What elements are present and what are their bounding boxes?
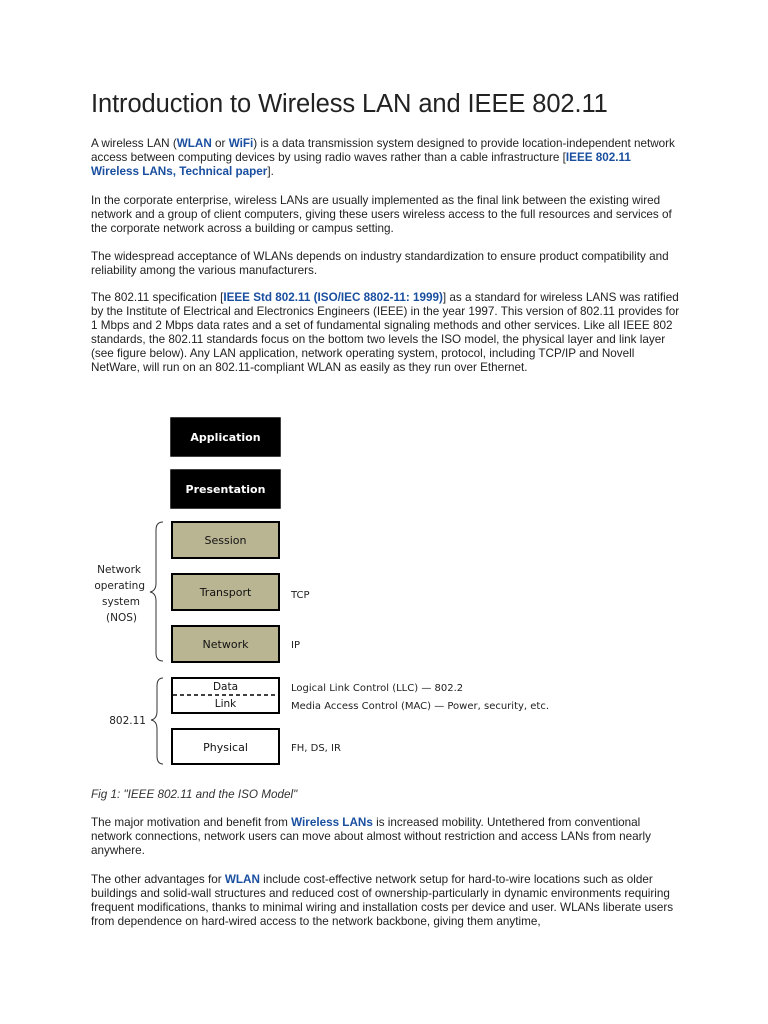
layer-session-label: Session (204, 534, 247, 547)
layer-session (172, 522, 279, 558)
layer-link-label: Link (214, 698, 237, 710)
nos-label-line-4: (NOS) (106, 612, 137, 624)
layer-network (172, 626, 279, 662)
paragraph-mobility (91, 816, 681, 858)
layer-presentation-label: Presentation (185, 483, 266, 496)
layer-network-label: Network (202, 638, 249, 651)
layer-physical-label: Physical (203, 741, 248, 754)
layer-presentation (171, 470, 280, 508)
label-llc: Logical Link Control (LLC) — 802.2 (291, 683, 464, 694)
link-wifi[interactable]: WiFi (228, 137, 254, 150)
figure-caption: Fig 1: "IEEE 802.11 and the ISO Model" (91, 788, 298, 801)
layer-data-link (172, 678, 279, 713)
nos-label-line-3: system (102, 596, 140, 608)
ieee-brace (151, 678, 163, 764)
text-run: ] as a standard for wireless LANS was ratified by the Institute of Electrical and Electronics Engineers (IEEE) in the year 1997. This version of 802.11 provides for 1 Mbps and 2 Mbps data rates and a set of fundamental signaling methods and other services. Like all IEEE 802 standards, the 802.11 standards focus on the bottom two levels the ISO model, the physical layer and link layer (see figure below). Any LAN application, network operating system, protocol, including TCP/IP and Novell NetWare, will run on an 802.11-compliant WLAN as easily as they run over Ethernet. (91, 291, 680, 375)
layer-application-label: Application (190, 431, 261, 444)
page-title: Introduction to Wireless LAN and IEEE 802.11 (91, 90, 608, 118)
protocol-labels (290, 590, 549, 754)
layer-data-label: Data (212, 681, 239, 693)
layer-transport (172, 574, 279, 610)
text-run: ) is a data transmission system designed to provide location-independent network access between computing devices by using radio waves rather than a cable infrastructure [ (91, 137, 675, 165)
text-run: The other advantages for (91, 873, 225, 886)
paragraph-corporate: In the corporate enterprise, wireless LANs are usually implemented as the final link between the existing wired network and a group of client computers, giving these users wireless access to the full resources and services of the corporate network across a building or campus setting. (91, 194, 672, 236)
text-run: The major motivation and benefit from (91, 816, 292, 829)
text-run: ]. (267, 165, 274, 179)
link-wlan-2[interactable]: WLAN (224, 873, 260, 886)
text-run: include cost-effective network setup for hard-to-wire locations such as older buildings and solid-wall structures and reduced cost of ownership-particularly in dynamic environments requiring frequent modifications, thanks to minimal wiring and installation costs per device and user. WLANs liberate users from dependence on hard-wired access to the network backbone, giving them anytime, (91, 873, 674, 929)
layer-physical (172, 729, 279, 764)
link-technical-paper[interactable]: IEEE 802.11 Wireless LANs, Technical paper (91, 151, 631, 179)
nos-label (94, 564, 145, 624)
ieee-label: 802.11 (109, 715, 146, 727)
paragraph-standardization: The widespread acceptance of WLANs depends on industry standardization to ensure product compatibility and reliability among the various manufacturers. (91, 250, 669, 278)
label-mac: Media Access Control (MAC) — Power, security, etc. (291, 701, 550, 712)
text-run: A wireless LAN ( (91, 137, 177, 150)
text-run: The 802.11 specification [ (91, 291, 224, 304)
paragraph-advantages (91, 873, 681, 929)
nos-brace (150, 522, 163, 661)
label-tcp: TCP (291, 590, 310, 601)
layer-application (171, 418, 280, 456)
label-ip: IP (291, 640, 300, 651)
nos-label-line-1: Network (97, 564, 141, 576)
link-ieee-std[interactable]: IEEE Std 802.11 (ISO/IEC 8802-11: 1999) (223, 291, 443, 304)
link-wlan[interactable]: WLAN (176, 137, 212, 150)
nos-label-line-2: operating (94, 580, 145, 592)
label-phy: FH, DS, IR (291, 743, 341, 754)
layer-transport-label: Transport (199, 586, 252, 599)
text-run: is increased mobility. Untethered from conventional network connections, network users can move about almost without restriction and access LANs from nearly anywhere. (91, 816, 651, 858)
text-run: or (211, 137, 229, 150)
link-wireless-lans[interactable]: Wireless LANs (291, 816, 373, 829)
